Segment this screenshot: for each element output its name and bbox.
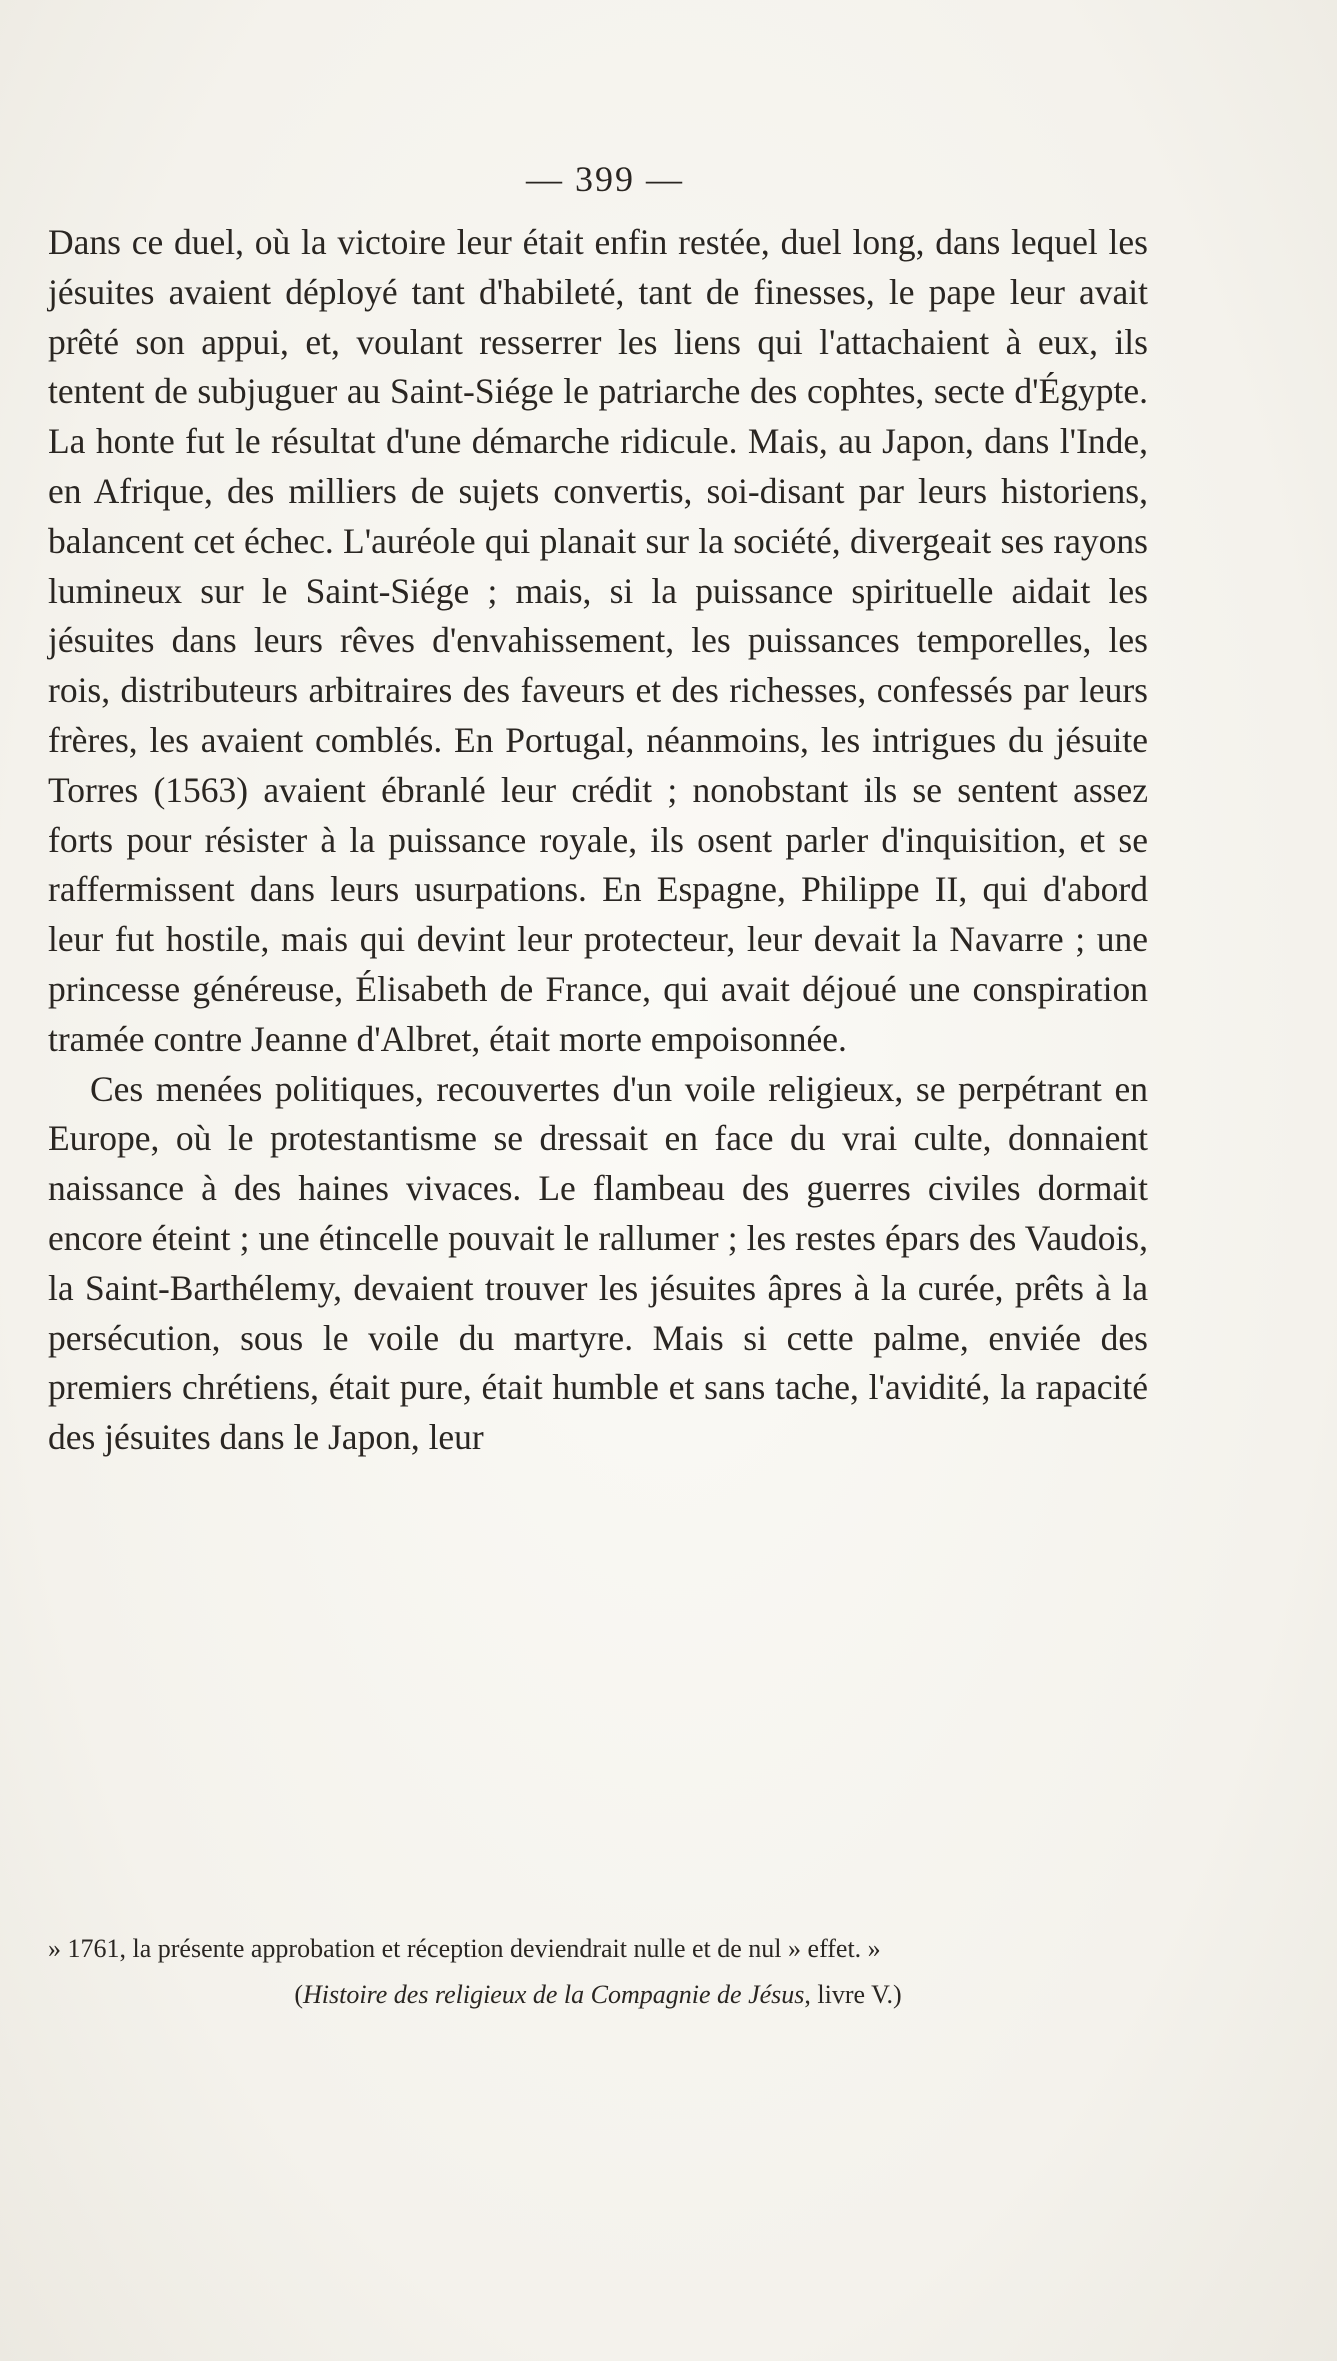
paragraph-2: Ces menées politiques, recouvertes d'un voile religieux, se perpétrant en Europe, où le protestantisme se dressait en face du vrai culte, donnaient naissance à des haines vivaces. Le flambeau des guerres civiles dormait encore éteint ; une étincelle pouvait le rallumer ; les restes épars des Vaudois, la Saint-Barthélemy, devaient trouver les jésuites âpres à la curée, prêts à la persécution, sous le voile du martyre. Mais si cette palme, enviée des premiers chrétiens, était pure, était humble et sans tache, l'avidité, la rapacité des jésuites dans le Japon, leur (48, 1068, 1148, 1458)
footnote (48, 1932, 1148, 2016)
paragraph-1: Dans ce duel, où la victoire leur était enfin restée, duel long, dans lequel les jésuites avaient déployé tant d'habileté, tant de finesses, le pape leur avait prêté son appui, et, voulant resserrer les liens qui l'attachaient à eux, ils tentent de subjuguer au Saint-Siége le patriarche des cophtes, secte d'Égypte. La honte fut le résultat d'une démarche ridicule. Mais, au Japon, dans l'Inde, en Afrique, des milliers de sujets convertis, soi-disant par leurs historiens, balancent cet échec. L'auréole qui planait sur la société, divergeait ses rayons lumineux sur le Saint-Siége ; mais, si la puissance spirituelle aidait les jésuites dans leurs rêves d'envahissement, les puissances temporelles, les rois, distributeurs arbitraires des faveurs et des richesses, confessés par leurs frères, les avaient comblés. En Portugal, néanmoins, les intrigues du jésuite Torres (1563) avaient ébranlé leur crédit ; nonobstant ils se sentent assez forts pour résister à la puissance royale, ils osent parler d'inquisition, et se raffermissent dans leurs usurpations. En Espagne, Philippe II, qui d'abord leur fut hostile, mais qui devint leur protecteur, leur devait la Navarre ; une princesse généreuse, Élisabeth de France, qui avait déjoué une conspiration tramée contre Jeanne d'Albret, était morte empoisonnée. (48, 222, 1148, 1059)
body-text (48, 218, 1148, 1463)
footnote-text: » 1761, la présente approbation et réception deviendrait nulle et de nul » effet. » (48, 1934, 881, 1963)
footnote-source-rest: , livre V.) (804, 1980, 902, 2009)
footnote-source (48, 1974, 1148, 2016)
footnote-source-title: Histoire des religieux de la Compagnie de Jésus (303, 1980, 805, 2009)
footnote-source-open: ( (294, 1980, 304, 2009)
page-number: — 399 — (526, 159, 684, 199)
